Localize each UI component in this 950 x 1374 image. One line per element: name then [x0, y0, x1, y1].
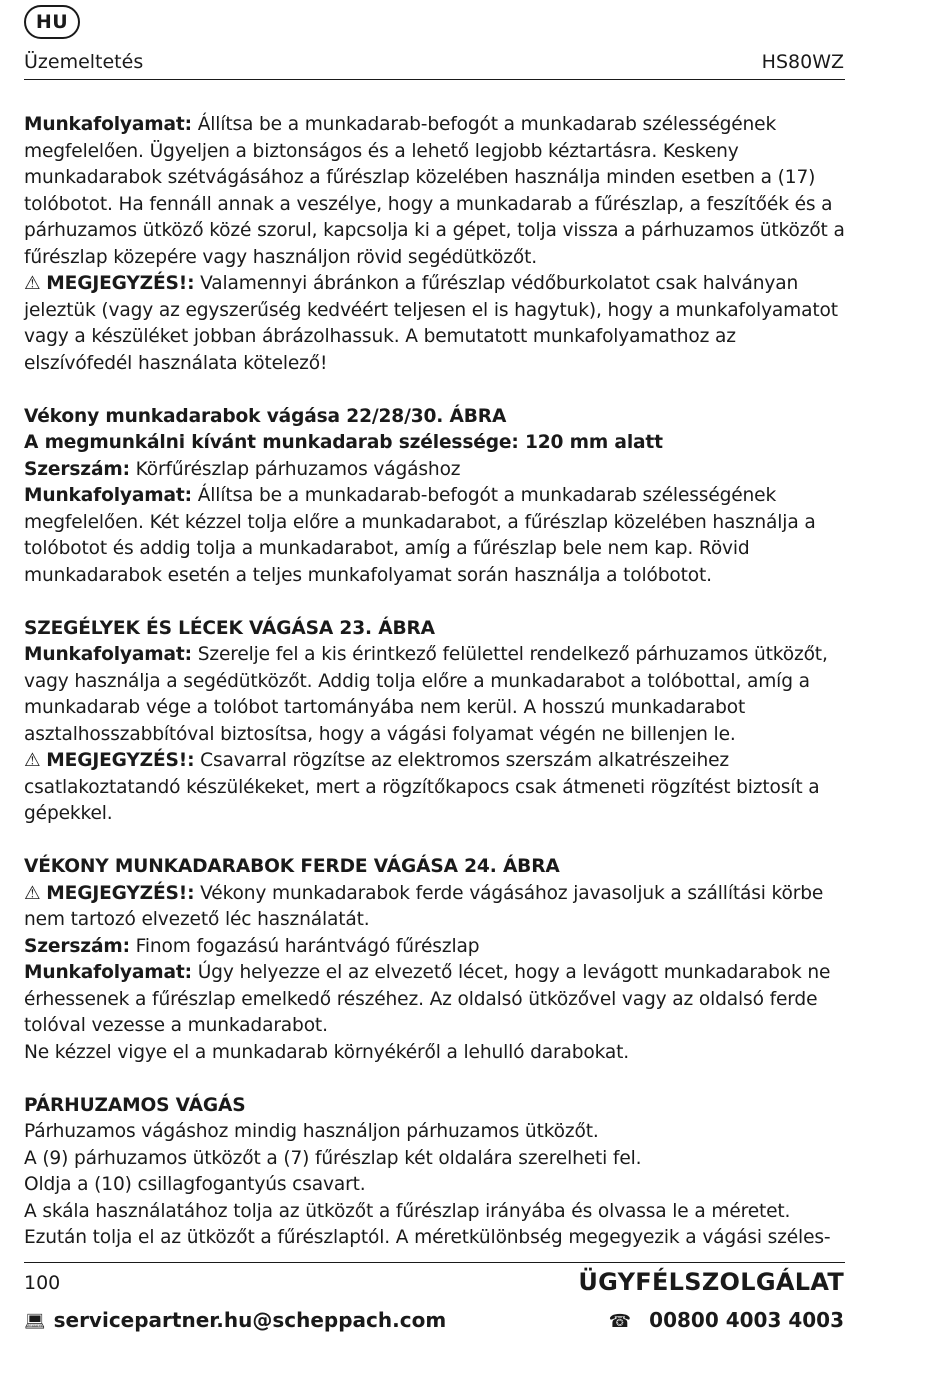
- paragraph-text: Párhuzamos vágáshoz mindig használjon párhuzamos ütközőt.: [24, 1121, 599, 1142]
- section-heading: [24, 404, 845, 431]
- service-title: ÜGYFÉLSZOLGÁLAT: [578, 1268, 844, 1296]
- procedure-label: Munkafolyamat:: [24, 485, 192, 506]
- language-code: HU: [35, 11, 69, 33]
- service-email: [24, 1308, 446, 1332]
- model-number: HS80WZ: [761, 51, 844, 73]
- paragraph-note: [24, 881, 845, 934]
- footer-divider: [24, 1262, 845, 1263]
- paragraph-text: Ne kézzel vigye el a munkadarab környékéről a lehulló darabokat.: [24, 1041, 630, 1063]
- service-phone: [609, 1308, 844, 1332]
- note-text: Csavarral rögzítse az elektromos szerszám alkatrészeihez csatlakoztatandó készülékeket, mert a rögzítőkapocs csak átmeneti rögzítést biztosít a gépekkel.: [24, 750, 820, 824]
- paragraph-text: Ezután tolja el az ütközőt a fűrészlaptól. A méretkülönbség megegyezik a vágási széles-: [24, 1227, 831, 1248]
- section-heading: [24, 854, 845, 881]
- spacer: [24, 1066, 845, 1093]
- note-label: MEGJEGYZÉS!:: [46, 750, 195, 771]
- subheading-text: A megmunkálni kívánt munkadarab szélessége: 120 mm alatt: [24, 432, 663, 453]
- page-number: 100: [24, 1272, 61, 1294]
- heading-text: PÁRHUZAMOS VÁGÁS: [24, 1094, 246, 1116]
- tool-text: Finom fogazású harántvágó fűrészlap: [129, 935, 480, 957]
- procedure-label: Munkafolyamat:: [24, 962, 192, 983]
- spacer: [24, 377, 845, 404]
- procedure-text: Szerelje fel a kis érintkező felülettel rendelkező párhuzamos ütközőt, vagy használja a segédütközőt. Addig tolja előre a munkadarabot a tolóbottal, amíg a munkadarab vége a tolóbot tartományába nem kerül. A hosszú munkadarabot asztalhosszabbítóval biztosítsa, hogy a vágási folyamat végén ne billenjen le.: [24, 644, 828, 745]
- heading-text: VÉKONY MUNKADARABOK FERDE VÁGÁSA 24. ÁBRA: [24, 856, 560, 877]
- paragraph-text: Oldja a (10) csillagfogantyús csavart.: [24, 1174, 366, 1195]
- spacer: [24, 828, 845, 855]
- warning-triangle-icon: ⚠: [24, 750, 41, 771]
- warning-triangle-icon: ⚠: [24, 273, 41, 294]
- paragraph-text: A skála használatához tolja az ütközőt a fűrészlap irányába és olvassa le a méretet.: [24, 1200, 791, 1222]
- heading-text: Vékony munkadarabok vágása 22/28/30. ÁBRA: [24, 405, 507, 427]
- procedure-text: Állítsa be a munkadarab-befogót a munkadarab szélességének megfelelően. Ügyeljen a biztonságos és a lehető legjobb kéztartásra. Keskeny munkadarabok szétvágásához a fűrészlap közelében használja minden esetben a (17) tolóbotot. Ha fennáll annak a veszélye, hogy a munkadarab a fűrészlap, a feszítőék és a párhuzamos ütköző közé szorul, kapcsolja ki a gépet, tolja vissza a párhuzamos ütközőt a fűrészlap közepére vagy használjon rövid segédütközőt.: [24, 114, 845, 268]
- section-heading: [24, 1093, 845, 1120]
- tool-text: Körfűrészlap párhuzamos vágáshoz: [129, 458, 461, 480]
- phone-text: 00800 4003 4003: [649, 1308, 844, 1332]
- spacer: [24, 589, 845, 616]
- procedure-label: Munkafolyamat:: [24, 644, 192, 665]
- paragraph-procedure: [24, 960, 845, 1040]
- header-divider: [24, 79, 845, 80]
- manual-body: [24, 112, 845, 1252]
- paragraph-note: [24, 748, 845, 828]
- note-text: Valamennyi ábránkon a fűrészlap védőburkolatot csak halványan jeleztük (vagy az egyszerűség kedvéért teljesen el is hagytuk), hogy a munkafolyamatot vagy a készüléket jobban ábrázolhassuk. A bemutatott munkafolyamathoz az elszívófedél használata kötelező!: [24, 273, 838, 374]
- section-heading: [24, 616, 845, 643]
- paragraph-tool: [24, 457, 845, 484]
- section-subheading: [24, 430, 845, 457]
- tool-label: Szerszám:: [24, 935, 130, 957]
- paragraph-procedure: [24, 642, 845, 748]
- telephone-icon: ☎: [608, 1311, 632, 1332]
- note-label: MEGJEGYZÉS!:: [46, 273, 195, 294]
- procedure-label: Munkafolyamat:: [24, 114, 192, 135]
- tool-label: Szerszám:: [24, 458, 130, 480]
- warning-triangle-icon: ⚠: [24, 882, 41, 904]
- language-badge: [24, 5, 80, 39]
- note-label: MEGJEGYZÉS!:: [46, 882, 195, 904]
- procedure-text: Állítsa be a munkadarab-befogót a munkadarab szélességének megfelelően. Két kézzel tolja előre a munkadarabot, a fűrészlap közelében használja a tolóbotot és addig tolja a munkadarabot, amíg a fűrészlap bele nem kap. Rövid munkadarabok esetén a teljes munkafolyamat során használja a tolóbotot.: [24, 485, 816, 586]
- paragraph-procedure: [24, 112, 845, 271]
- email-text: servicepartner.hu@scheppach.com: [53, 1308, 447, 1332]
- section-title: Üzemeltetés: [24, 51, 144, 73]
- computer-icon: 💻︎: [24, 1312, 46, 1332]
- paragraph-note: [24, 271, 845, 377]
- paragraph-tool: [24, 934, 845, 961]
- paragraph-procedure: [24, 483, 845, 589]
- procedure-text: Úgy helyezze el az elvezető lécet, hogy a levágott munkadarabok ne érhessenek a fűrészlap emelkedő részéhez. Az oldalsó ütközővel vagy az oldalsó ferde tolóval vezesse a munkadarabot.: [24, 962, 831, 1036]
- heading-text: SZEGÉLYEK ÉS LÉCEK VÁGÁSA 23. ÁBRA: [24, 617, 435, 639]
- note-text: Vékony munkadarabok ferde vágásához javasoljuk a szállítási körbe nem tartozó elvezető léc használatát.: [24, 882, 824, 930]
- paragraph-text: A (9) párhuzamos ütközőt a (7) fűrészlap két oldalára szerelheti fel.: [24, 1147, 642, 1169]
